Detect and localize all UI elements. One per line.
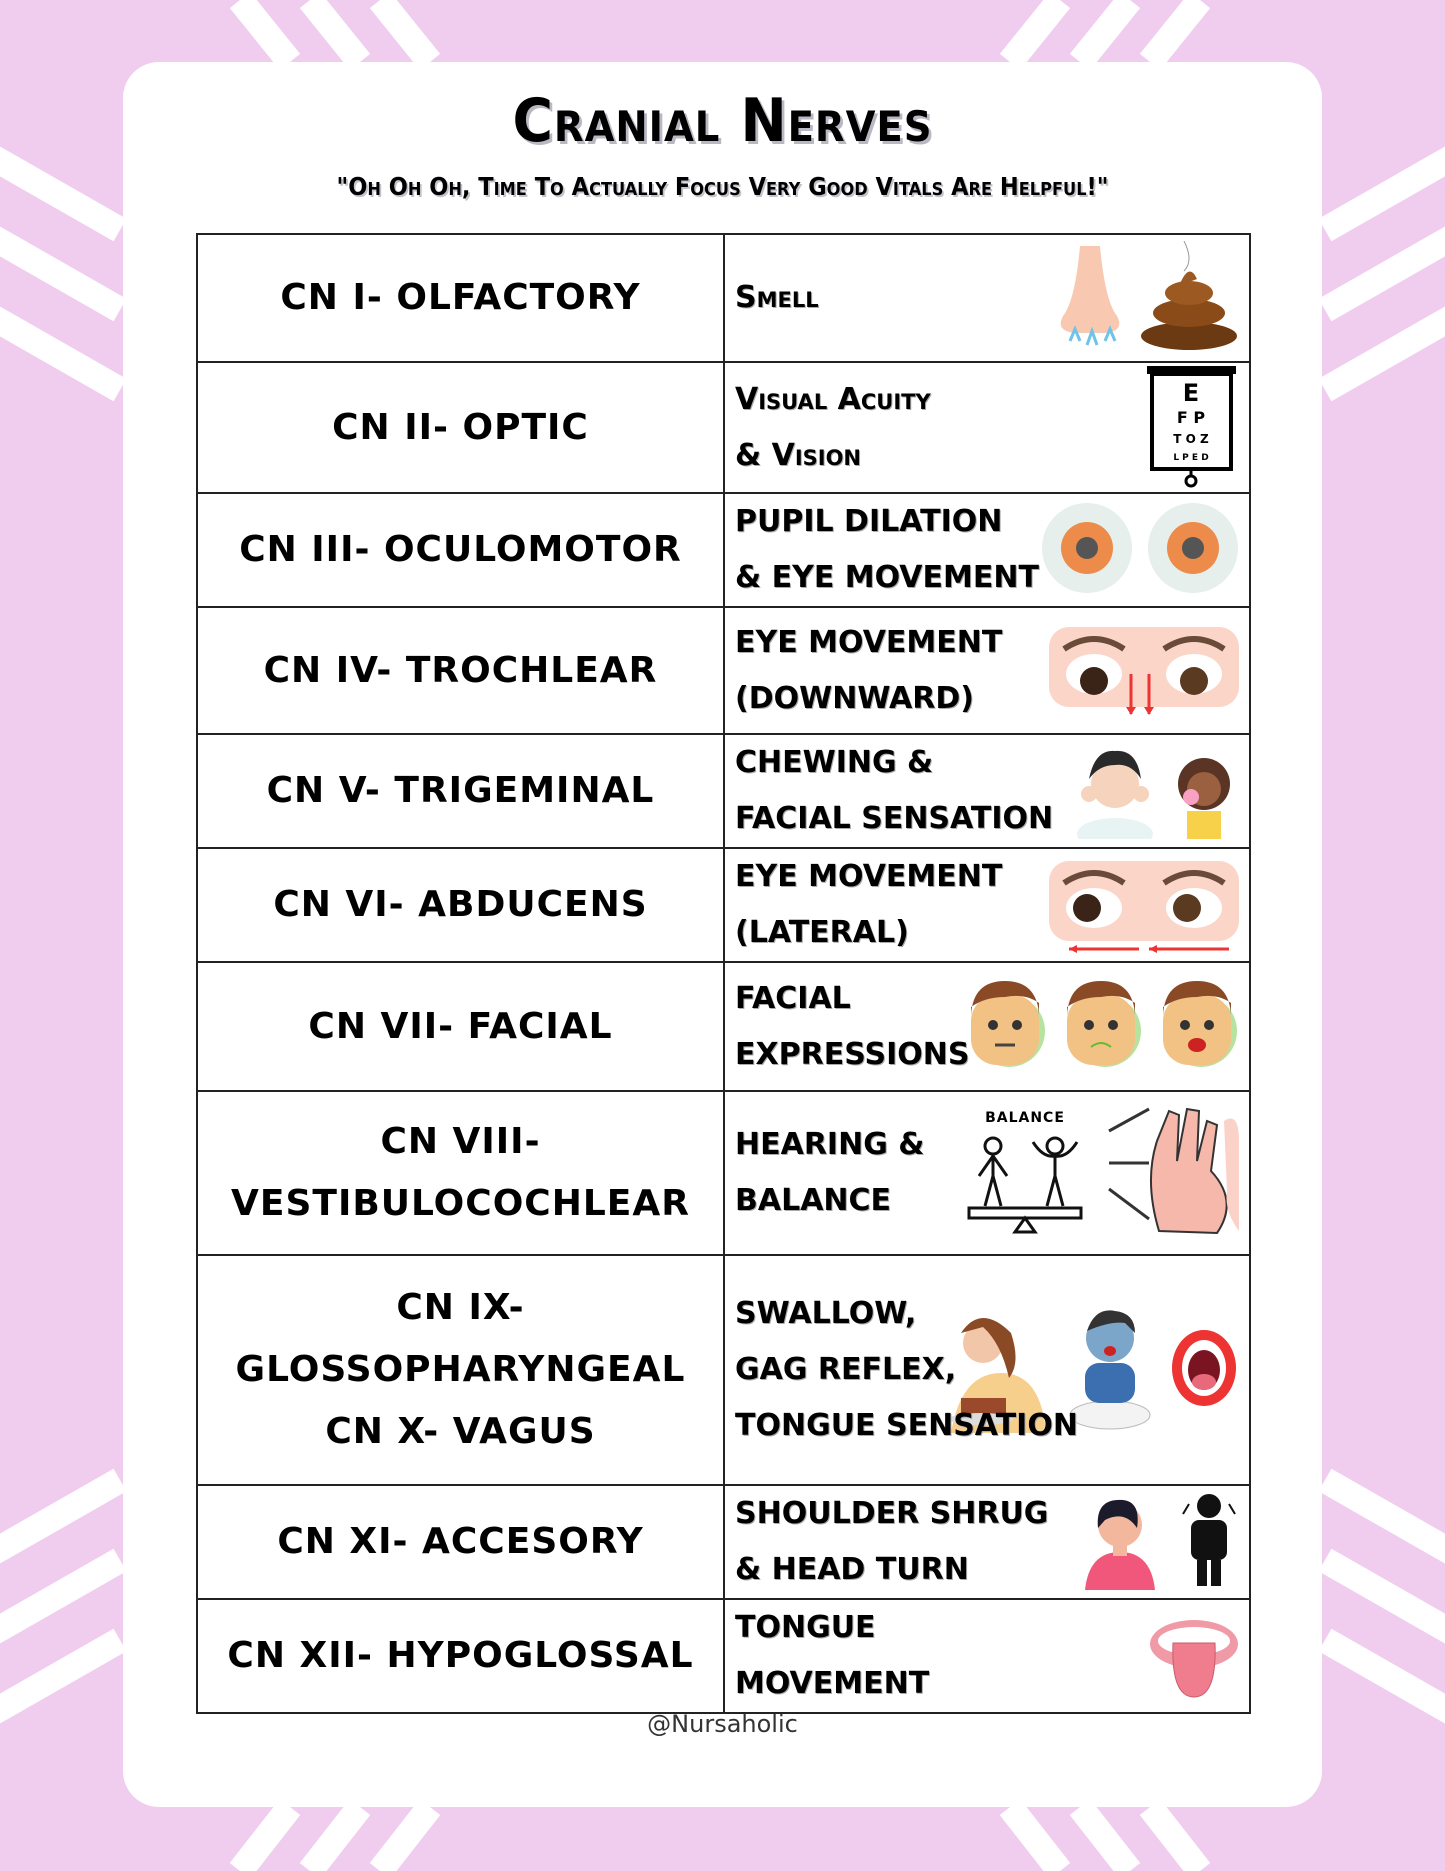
nerve-name-line: CN XI- ACCESORY [277, 1521, 644, 1562]
function-cell [724, 1091, 1250, 1255]
function-line: PUPIL DILATION [735, 504, 1003, 539]
function-line: EYE MOVEMENT [735, 624, 1003, 660]
mnemonic-subtitle: "Oh Oh Oh, Time To Actually Focus Very Good Vitals Are Helpful!" [336, 172, 1109, 201]
function-line: SWALLOW, [735, 1296, 917, 1331]
function-cell [724, 962, 1250, 1091]
function-text [725, 849, 1249, 961]
nerve-name-line: CN X- VAGUS [325, 1411, 596, 1452]
nerve-name-line: CN V- TRIGEMINAL [266, 770, 655, 811]
author-credit: @Nursaholic [647, 1710, 798, 1738]
table-row [197, 234, 1250, 362]
nerve-cell [197, 848, 724, 962]
function-line: (DOWNWARD) [735, 680, 974, 716]
table-row [197, 962, 1250, 1091]
function-line: EYE MOVEMENT [735, 859, 1003, 894]
function-text [725, 1486, 1249, 1598]
nerve-cell [197, 1485, 724, 1599]
function-cell [724, 493, 1250, 607]
nerve-name-line: CN XII- HYPOGLOSSAL [227, 1635, 694, 1676]
table-row [197, 1255, 1250, 1485]
nerve-name-line: CN II- OPTIC [332, 406, 589, 448]
function-line: Visual Acuity [735, 381, 931, 417]
table-row [197, 848, 1250, 962]
function-line: (LATERAL) [735, 915, 909, 950]
function-text [725, 372, 1249, 484]
function-line: EXPRESSIONS [735, 1036, 970, 1072]
function-cell [724, 234, 1250, 362]
function-line: Smell [735, 280, 819, 315]
svg-text:T O Z: T O Z [1173, 432, 1209, 446]
svg-text:F P: F P [1176, 408, 1206, 427]
table-row [197, 493, 1250, 607]
function-line: FACIAL [735, 980, 851, 1016]
function-text [725, 735, 1249, 847]
function-line: GAG REFLEX, [735, 1352, 957, 1387]
function-line: & Vision [735, 437, 862, 473]
function-text [725, 1117, 1249, 1229]
svg-text:L P E D: L P E D [1173, 453, 1209, 463]
nerve-name-line: CN IX- [396, 1287, 525, 1328]
function-text [725, 1600, 1249, 1712]
nerve-name-line: CN III- OCULOMOTOR [239, 529, 682, 570]
function-text [725, 971, 1249, 1083]
table-row [197, 362, 1250, 493]
nerve-cell [197, 362, 724, 493]
nerve-cell [197, 234, 724, 362]
nerve-name-line: CN IV- TROCHLEAR [263, 649, 658, 691]
nerve-cell [197, 1091, 724, 1255]
function-line: TONGUE SENSATION [735, 1408, 1078, 1443]
svg-text:BALANCE: BALANCE [985, 1110, 1065, 1126]
page-title: Cranial Nerves [512, 86, 933, 156]
function-line: BALANCE [735, 1183, 892, 1218]
table-row [197, 1599, 1250, 1713]
nerve-name-line: CN I- OLFACTORY [280, 277, 641, 318]
function-cell [724, 1255, 1250, 1485]
function-line: & HEAD TURN [735, 1552, 969, 1587]
function-text [725, 494, 1249, 606]
function-cell [724, 848, 1250, 962]
function-text [725, 615, 1249, 727]
function-line: TONGUE [735, 1610, 876, 1645]
cranial-nerves-table [196, 233, 1251, 1714]
function-line: MOVEMENT [735, 1666, 930, 1701]
nerve-name-line: CN VII- FACIAL [308, 1005, 613, 1047]
nerve-name-line: CN VI- ABDUCENS [273, 884, 648, 925]
function-cell [724, 734, 1250, 848]
function-cell [724, 607, 1250, 734]
nerve-cell [197, 962, 724, 1091]
function-line: FACIAL SENSATION [735, 801, 1054, 836]
table-row [197, 607, 1250, 734]
nerve-cell [197, 1599, 724, 1713]
function-text [725, 270, 1249, 326]
function-line: CHEWING & [735, 745, 934, 780]
function-cell [724, 1599, 1250, 1713]
nerve-name-line: VESTIBULOCOCHLEAR [231, 1183, 690, 1224]
table-row [197, 734, 1250, 848]
function-text [725, 1286, 1249, 1454]
nerve-name-line: CN VIII- [380, 1121, 541, 1162]
function-line: & EYE MOVEMENT [735, 560, 1039, 595]
nerve-cell [197, 493, 724, 607]
function-line: HEARING & [735, 1127, 925, 1162]
nerve-cell [197, 1255, 724, 1485]
table-row [197, 1485, 1250, 1599]
nerve-name-line: GLOSSOPHARYNGEAL [235, 1349, 686, 1390]
table-row [197, 1091, 1250, 1255]
function-cell [724, 1485, 1250, 1599]
function-cell [724, 362, 1250, 493]
nerve-cell [197, 734, 724, 848]
nerve-cell [197, 607, 724, 734]
chart-line: E [1182, 379, 1200, 407]
function-line: SHOULDER SHRUG [735, 1496, 1049, 1531]
